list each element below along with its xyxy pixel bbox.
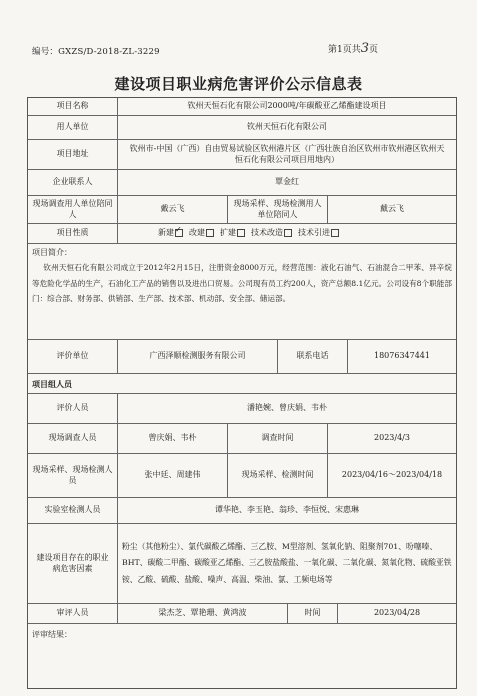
hazards-label: 建设项目存在的职业病危害因素 (28, 524, 118, 603)
row-contact (28, 170, 456, 196)
evaluators-value: 潘艳婉、曾庆娟、韦朴 (247, 403, 327, 413)
phone-value: 18076347441 (374, 351, 430, 361)
address-value: 钦州市-中国（广西）自由贸易试验区钦州港片区（广西壮族自治区钦州市钦州港区钦州天恒石化有限公司项目用地内） (129, 143, 445, 164)
survey-time-label: 调查时间 (228, 424, 328, 453)
checkbox-checked-icon (175, 229, 183, 237)
evaluators-label: 评价人员 (28, 394, 118, 423)
survey-companion-label: 现场调查用人单位陪同人 (28, 196, 118, 223)
checkbox-icon (237, 229, 245, 237)
review-conclusion-label: 评审结果： (32, 630, 72, 639)
employer-value: 钦州天恒石化有限公司 (247, 122, 327, 132)
sampling-companion-label: 现场采样、现场检测用人单位陪同人 (228, 196, 328, 223)
row-evaluator (28, 340, 456, 374)
page-total: 3 (360, 41, 370, 56)
sampling-companion-value: 戴云飞 (380, 204, 404, 214)
survey-people-label: 现场调查人员 (28, 424, 118, 453)
survey-time-value: 2023/4/3 (374, 433, 410, 443)
review-date-value: 2023/04/28 (373, 608, 421, 618)
reviewers-value: 梁杰芝、覃艳珊、黄鸿波 (118, 604, 288, 623)
row-companions (28, 196, 456, 224)
lab-people-value: 谭华艳、李玉艳、翁珍、李恒悦、宋惠琳 (215, 505, 359, 515)
checkbox-icon (284, 229, 292, 237)
sampling-people-value: 张中廷、周建伟 (118, 454, 228, 497)
nature-option-expand[interactable]: 扩建 (220, 228, 251, 239)
row-evaluators (28, 394, 456, 424)
sampling-people-label: 现场采样、现场检测人员 (28, 454, 118, 497)
nature-options (118, 224, 456, 243)
evaluator-unit-label: 评价单位 (28, 340, 118, 373)
page-suffix: 页 (369, 45, 379, 55)
row-project-name (28, 98, 456, 116)
address-label: 项目地址 (28, 140, 118, 169)
team-section-label: 项目组人员 (32, 379, 72, 389)
employer-label: 用人单位 (28, 116, 118, 139)
row-hazards (28, 524, 456, 604)
page-title: 建设项目职业病危害评价公示信息表 (114, 75, 363, 93)
page-prefix: 第1页共 (328, 45, 361, 55)
survey-companion-value: 戴云飞 (118, 196, 228, 223)
document-number: 编号：GXZS/D-2018-ZL-3229 (32, 47, 160, 57)
nature-option-new[interactable]: 新建✓ (158, 228, 189, 239)
row-address (28, 140, 456, 170)
row-intro (28, 244, 456, 340)
nature-option-tech-upgrade[interactable]: 技术改造 (251, 228, 298, 239)
row-team-section (28, 374, 456, 394)
row-sampling-people (28, 454, 456, 498)
page-indicator (328, 41, 378, 56)
nature-label: 项目性质 (28, 224, 118, 243)
row-survey-people (28, 424, 456, 454)
hazards-value: 粉尘（其他粉尘）、氯代碳酸乙烯酯、三乙胺、M型溶剂、氢氧化钠、阻聚剂701、吩噻嗪、BHT、碳酸二甲酯、碳酸亚乙烯酯、三乙胺盐酸盐、一氧化碳、二氧化碳、氮氧化物、硫酸亚铁铵、乙酸、硫酸、盐酸、噪声、高温、柴油、氯、工频电场等 (122, 541, 452, 584)
row-employer (28, 116, 456, 140)
intro-label: 项目简介： (32, 248, 72, 257)
evaluator-unit-value: 广西泽顺检测服务有限公司 (118, 340, 278, 373)
row-reviewers (28, 604, 456, 624)
phone-label: 联系电话 (278, 340, 348, 373)
reviewers-label: 审评人员 (28, 604, 118, 623)
project-name-value: 钦州天恒石化有限公司2000吨/年碳酸亚乙烯酯建设项目 (187, 101, 387, 111)
checkbox-icon (331, 229, 339, 237)
lab-people-label: 实验室检测人员 (28, 498, 118, 523)
sampling-time-value: 2023/04/16～2023/04/18 (341, 470, 443, 480)
intro-text: 钦州天恒石化有限公司成立于2012年2月15日，注册资金8000万元，经营范围：液化石油气、石油混合二甲苯、异辛烷等危险化学品的生产，石油化工产品的销售以及进出口贸易。公司现有员工约200人，资产总额8.1亿元。公司设有8个职能部门：综合部、财务部、供销部、生产部、技术部、机动部、安全部、储运部。 (32, 263, 452, 304)
row-lab-people (28, 498, 456, 524)
contact-label: 企业联系人 (28, 170, 118, 195)
info-table (27, 97, 457, 689)
checkbox-icon (206, 229, 214, 237)
survey-people-value: 曾庆娟、韦朴 (118, 424, 228, 453)
nature-option-tech-import[interactable]: 技术引进 (298, 228, 345, 239)
row-nature (28, 224, 456, 244)
contact-value: 覃金红 (275, 177, 299, 187)
review-date-label: 时间 (288, 604, 338, 623)
nature-option-rebuild[interactable]: 改建 (189, 228, 220, 239)
project-name-label: 项目名称 (28, 98, 118, 115)
sampling-time-label: 现场采样、检测时间 (228, 454, 328, 497)
